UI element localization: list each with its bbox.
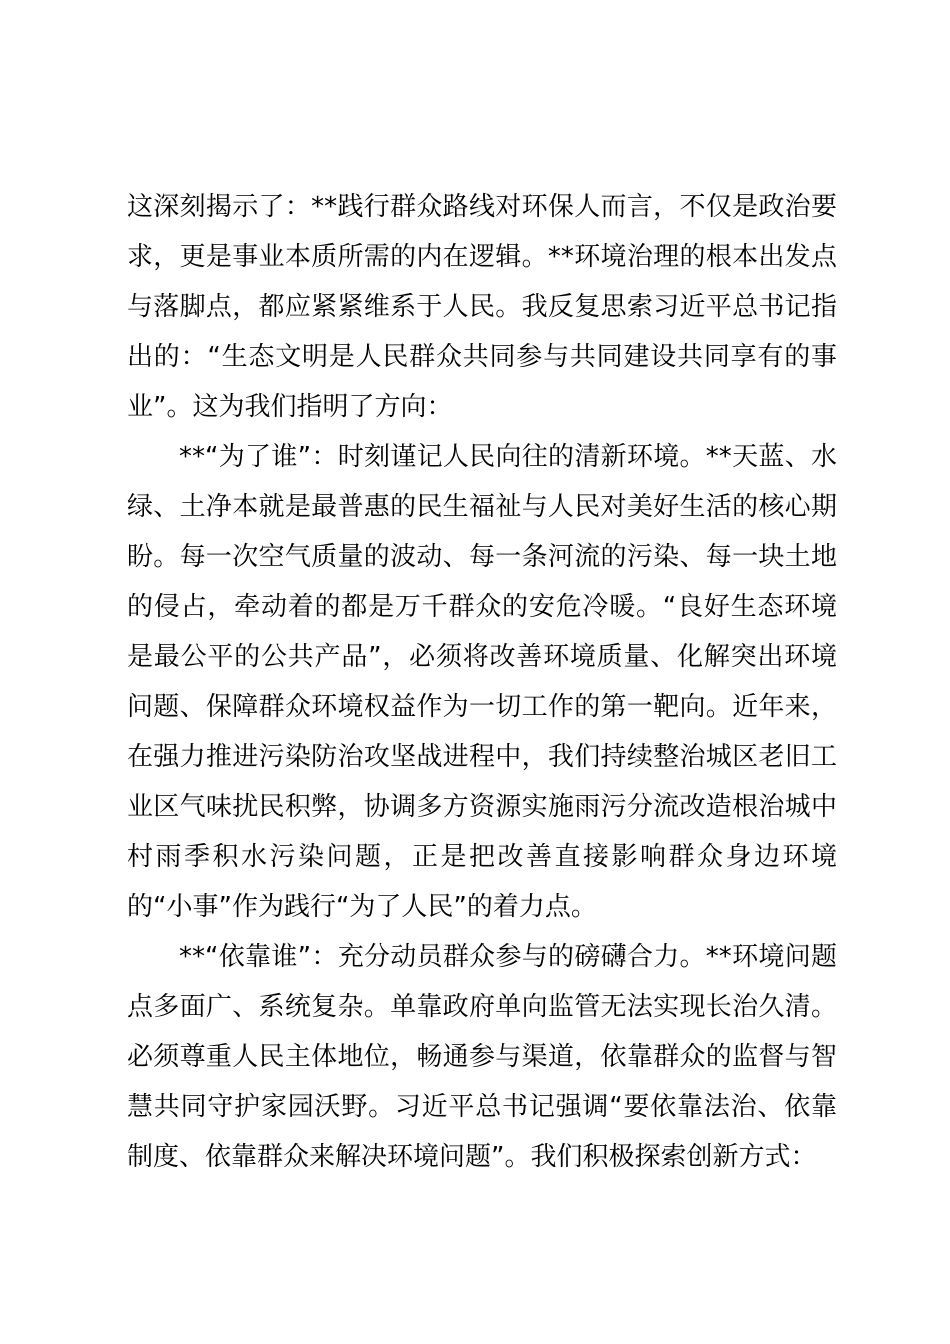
paragraph-2: **“为了谁”：时刻谨记人民向往的清新环境。**天蓝、水绿、土净本就是最普惠的民生福祉与人民对美好生活的核心期盼。每一次空气质量的波动、每一条河流的污染、每一块土地的侵占，牵动着的都是万千群众的安危冷暖。“良好生态环境是最公平的公共产品”，必须将改善环境质量、化解突出环境问题、保障群众环境权益作为一切工作的第一靶向。近年来，在强力推进污染防治攻坚战进程中，我们持续整治城区老旧工业区气味扰民积弊，协调多方资源实施雨污分流改造根治城中村雨季积水污染问题，正是把改善直接影响群众身边环境的“小事”作为践行“为了人民”的着力点。 — [127, 442, 837, 922]
paragraph-3: **“依靠谁”：充分动员群众参与的磅礴合力。**环境问题点多面广、系统复杂。单靠政府单向监管无法实现长治久清。必须尊重人民主体地位，畅通参与渠道，依靠群众的监督与智慧共同守护家园沃野。习近平总书记强调“要依靠法治、依靠制度、依靠群众来解决环境问题”。我们积极探索创新方式： — [127, 942, 837, 1172]
paragraph-1: 这深刻揭示了：**践行群众路线对环保人而言，不仅是政治要求，更是事业本质所需的内在逻辑。**环境治理的根本出发点与落脚点，都应紧紧维系于人民。我反复思索习近平总书记指出的：“生态文明是人民群众共同参与共同建设共同享有的事业”。这为我们指明了方向： — [127, 192, 837, 422]
document-body — [127, 182, 837, 1182]
